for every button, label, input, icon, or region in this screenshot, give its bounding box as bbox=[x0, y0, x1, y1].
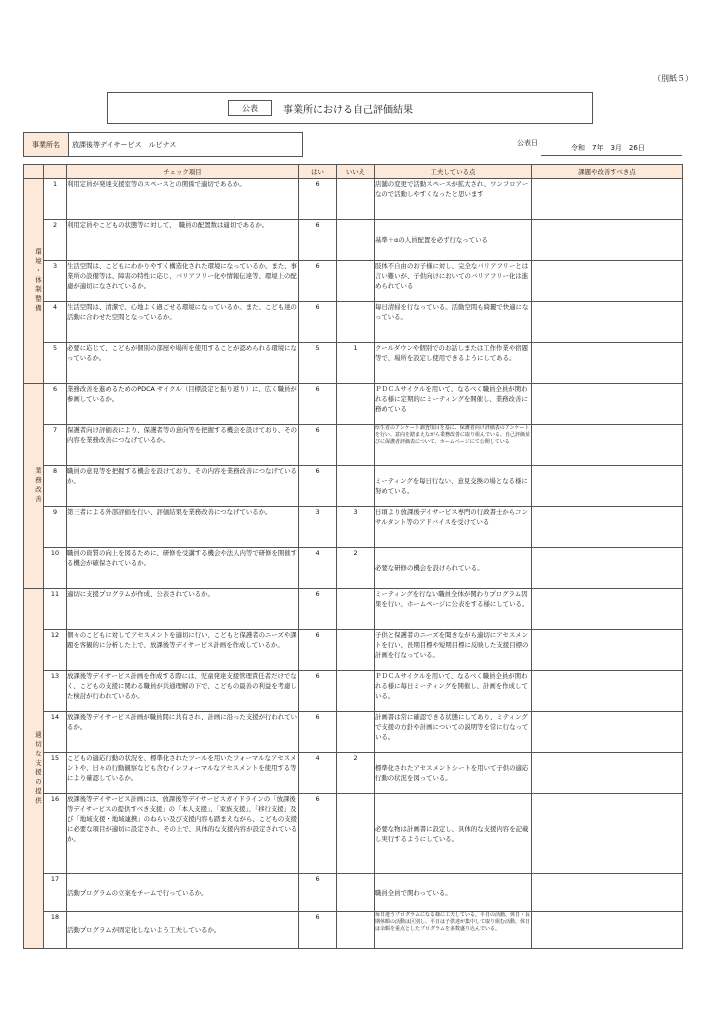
no-count bbox=[337, 712, 375, 753]
section-label: 業務改善 bbox=[24, 384, 44, 589]
effort-text: ＰＤＣＡサイクルを用いて、なるべく職員全員が関われる様に定期的にミーティングを開催し、業務改善に務めている bbox=[375, 384, 532, 425]
table-row bbox=[24, 507, 683, 548]
yes-count: 6 bbox=[299, 179, 337, 220]
table-row bbox=[24, 912, 683, 949]
check-item: 放課後等デイサービス計画が職員間に共有され、計画に沿った支援が行われているか。 bbox=[67, 712, 299, 753]
effort-text: 肢体不自由のお子様に対し、完全なバリアフリーとは言い難いが、子供向けにおいてのバリアフリー化は進められている bbox=[375, 261, 532, 302]
row-number: 11 bbox=[44, 589, 67, 630]
page-title: 事業所における自己評価結果 bbox=[283, 105, 413, 116]
yes-count: 6 bbox=[299, 302, 337, 343]
yes-count: 6 bbox=[299, 425, 337, 466]
table-row bbox=[24, 589, 683, 630]
issue-text bbox=[532, 753, 683, 794]
effort-text: 必要な物は計画書に設定し、具体的な支援内容を記載し実行するようにしている。 bbox=[375, 794, 532, 874]
check-item: 放課後等デイサービス計画には、放課後等デイサービスガイドラインの「放課後等デイサービスの提供すべき支援」の「本人支援」、「家族支援」、「移行支援」及び「地域支援・地域連携」のねらい及び支援内容も踏まえながら、こどもの支援に必要な項目が適切に設定され、その上で、具体的な支援内容が設定されているか。 bbox=[67, 794, 299, 874]
issue-text bbox=[532, 712, 683, 753]
table-row bbox=[24, 874, 683, 912]
evaluation-table bbox=[23, 164, 683, 949]
table-row bbox=[24, 220, 683, 261]
row-number: 8 bbox=[44, 466, 67, 507]
table-row bbox=[24, 794, 683, 874]
table-row bbox=[24, 343, 683, 384]
row-number: 14 bbox=[44, 712, 67, 753]
no-count: 1 bbox=[337, 343, 375, 384]
row-number: 2 bbox=[44, 220, 67, 261]
no-count bbox=[337, 912, 375, 949]
no-count: 3 bbox=[337, 507, 375, 548]
check-item: 職員の意見等を把握する機会を設けており、その内容を業務改善につなげているか。 bbox=[67, 466, 299, 507]
table-row bbox=[24, 712, 683, 753]
issue-text bbox=[532, 671, 683, 712]
no-count bbox=[337, 671, 375, 712]
issue-text bbox=[532, 874, 683, 912]
yes-count: 4 bbox=[299, 753, 337, 794]
effort-text: ミーティングを行ない職員全体が関わりプログラム因果を行い、ホームページに公表をする様にしている。 bbox=[375, 589, 532, 630]
table-row bbox=[24, 261, 683, 302]
row-number: 17 bbox=[44, 874, 67, 912]
effort-text: 厚生省のアンケート調査項目を基に、保護者向け評価表のアンケートを行い、意向を踏まえながら業務改善に取り組んでいる。自己評価並びに保護者評価表について、ホームページにて公開している bbox=[375, 425, 532, 466]
table-row bbox=[24, 384, 683, 425]
check-item: 活動プログラムの立案をチームで行っているか。 bbox=[67, 874, 299, 912]
issue-text bbox=[532, 912, 683, 949]
yes-count: 6 bbox=[299, 671, 337, 712]
yes-count: 6 bbox=[299, 261, 337, 302]
section-label: 環境・体制整備 bbox=[24, 179, 44, 384]
effort-text: 計画書は常に確認できる状態にしてあり、ミティングで支援の方針や計画についての説明等を常に行なっている。 bbox=[375, 712, 532, 753]
no-count bbox=[337, 384, 375, 425]
table-row bbox=[24, 425, 683, 466]
row-number: 1 bbox=[44, 179, 67, 220]
header-blank-section bbox=[24, 165, 44, 179]
effort-text: クールダウンや個別でのお話しまたは工作作業や宿題等で、場所を設定し使用できるようにしてある。 bbox=[375, 343, 532, 384]
no-count bbox=[337, 466, 375, 507]
effort-text: 基準＋αの人員配置を必ず行なっている bbox=[375, 220, 532, 261]
effort-text: 子供と保護者のニーズを聞きながら適切にアセスメントを行い、長期目標や短期目標に反映した支援目標の計画を行なっている。 bbox=[375, 630, 532, 671]
yes-count: 6 bbox=[299, 589, 337, 630]
row-number: 6 bbox=[44, 384, 67, 425]
effort-text: 日頃より放課後デイサービス専門の行政書士からコンサルタント等のアドバイスを受けている bbox=[375, 507, 532, 548]
no-count bbox=[337, 425, 375, 466]
table-header-row bbox=[24, 165, 683, 179]
effort-text: 毎日違うプログラムになる様に工夫している。平日の活動、休日・長期休暇の活動は区別し、平日は子供達が集中して取り組む活動、休日は余暇を重点としたプログラムを多数盛り込んでいる。 bbox=[375, 912, 532, 949]
check-item: こどもの適応行動の状況を、標準化されたツールを用いたフォーマルなアセスメントや、日々の行動観察なども含むインフォーマルなアセスメントを使用する等により確認しているか。 bbox=[67, 753, 299, 794]
check-item: 第三者による外部評価を行い、評価結果を業務改善につなげているか。 bbox=[67, 507, 299, 548]
yes-count: 6 bbox=[299, 384, 337, 425]
check-item: 利用定員やこどもの状態等に対して、 職員の配置数は適切であるか。 bbox=[67, 220, 299, 261]
check-item: 放課後等デイサービス計画を作成する際には、児童発達支援管理責任者だけでなく、こどもの支援に関わる職員が共通理解の下で、こどもの最善の利益を考慮した検討が行われているか。 bbox=[67, 671, 299, 712]
effort-text: 必要な研修の機会を設けられている。 bbox=[375, 548, 532, 589]
check-item: 生活空間は、こどもにわかりやすく構造化された環境になっているか。また、事業所の設備等は、障害の特性に応じ、バリアフリー化や情報伝達等、環境上の配慮が適切になされているか。 bbox=[67, 261, 299, 302]
no-count bbox=[337, 302, 375, 343]
public-label: 公表 bbox=[228, 100, 272, 116]
facility-box bbox=[23, 132, 303, 157]
check-item: 個々のこどもに対してアセスメントを適切に行い、こどもと保護者のニーズや課題を客観的に分析した上で、放課後等デイサービス計画を作成しているか。 bbox=[67, 630, 299, 671]
publication-date: 令和 7年 3月 26日 bbox=[541, 143, 682, 156]
effort-text: 店舗の変更で活動スペースが拡大され、ワンフロアーなので活動しやすくなったと思います bbox=[375, 179, 532, 220]
row-number: 4 bbox=[44, 302, 67, 343]
row-number: 7 bbox=[44, 425, 67, 466]
issue-text bbox=[532, 425, 683, 466]
check-item: 利用定員が発達支援室等のスペースとの関係で適切であるか。 bbox=[67, 179, 299, 220]
title-box bbox=[107, 92, 593, 124]
table-row bbox=[24, 466, 683, 507]
yes-count: 4 bbox=[299, 548, 337, 589]
facility-name: 放課後等デイサービス ルピナス bbox=[72, 140, 177, 149]
no-count bbox=[337, 220, 375, 261]
row-number: 10 bbox=[44, 548, 67, 589]
check-item: 活動プログラムが固定化しないよう工夫しているか。 bbox=[67, 912, 299, 949]
row-number: 13 bbox=[44, 671, 67, 712]
section-label: 適切な支援の提供 bbox=[24, 589, 44, 949]
annex-label: （別紙５） bbox=[653, 74, 693, 83]
check-item: 職員の資質の向上を図るために、研修を受講する機会や法人内等で研修を開催する機会が確保されているか。 bbox=[67, 548, 299, 589]
issue-text bbox=[532, 589, 683, 630]
check-item: 適切に支援プログラムが作成、公表されているか。 bbox=[67, 589, 299, 630]
table-row bbox=[24, 630, 683, 671]
publication-date-label: 公表日 bbox=[517, 139, 538, 147]
row-number: 3 bbox=[44, 261, 67, 302]
yes-count: 6 bbox=[299, 912, 337, 949]
yes-count: 6 bbox=[299, 220, 337, 261]
effort-text: 毎日清掃を行なっている。活動空間も綺麗で快適になっている。 bbox=[375, 302, 532, 343]
check-item: 生活空間は、清潔で、心地よく過ごせる環境になっているか。また、こども達の活動に合わせた空間となっているか。 bbox=[67, 302, 299, 343]
header-blank-number bbox=[44, 165, 67, 179]
row-number: 5 bbox=[44, 343, 67, 384]
no-count bbox=[337, 261, 375, 302]
row-number: 9 bbox=[44, 507, 67, 548]
issue-text bbox=[532, 548, 683, 589]
row-number: 16 bbox=[44, 794, 67, 874]
table-row bbox=[24, 548, 683, 589]
check-item: 業務改善を進めるためのPDCA サイクル（目標設定と振り返り）に、広く職員が参画しているか。 bbox=[67, 384, 299, 425]
table-row bbox=[24, 671, 683, 712]
header-check-item: チェック項目 bbox=[67, 165, 299, 179]
issue-text bbox=[532, 220, 683, 261]
effort-text: ミーティングを毎日行ない、意見交換の場となる様に努めている。 bbox=[375, 466, 532, 507]
issue-text bbox=[532, 466, 683, 507]
check-item: 必要に応じて、こどもが個別の部屋や場所を使用することが認められる環境になっているか。 bbox=[67, 343, 299, 384]
no-count bbox=[337, 589, 375, 630]
yes-count: 6 bbox=[299, 794, 337, 874]
row-number: 18 bbox=[44, 912, 67, 949]
header-no: いいえ bbox=[337, 165, 375, 179]
no-count: 2 bbox=[337, 753, 375, 794]
issue-text bbox=[532, 302, 683, 343]
check-item: 保護者向け評価表により、保護者等の意向等を把握する機会を設けており、その内容を業務改善につなげているか。 bbox=[67, 425, 299, 466]
no-count: 2 bbox=[337, 548, 375, 589]
no-count bbox=[337, 179, 375, 220]
header-effort: 工夫している点 bbox=[375, 165, 532, 179]
header-issues: 課題や改善すべき点 bbox=[532, 165, 683, 179]
no-count bbox=[337, 794, 375, 874]
row-number: 15 bbox=[44, 753, 67, 794]
issue-text bbox=[532, 179, 683, 220]
issue-text bbox=[532, 261, 683, 302]
table-row bbox=[24, 753, 683, 794]
yes-count: 3 bbox=[299, 507, 337, 548]
yes-count: 6 bbox=[299, 874, 337, 912]
effort-text: 職員全員で関わっている。 bbox=[375, 874, 532, 912]
effort-text: ＰＤＣＡサイクルを用いて、なるべく職員全員が関われる様に毎日ミーティングを開催し、計画を作成している。 bbox=[375, 671, 532, 712]
issue-text bbox=[532, 384, 683, 425]
table-row bbox=[24, 302, 683, 343]
row-number: 12 bbox=[44, 630, 67, 671]
issue-text bbox=[532, 507, 683, 548]
issue-text bbox=[532, 343, 683, 384]
facility-label: 事業所名 bbox=[24, 133, 69, 156]
table-row bbox=[24, 179, 683, 220]
no-count bbox=[337, 630, 375, 671]
yes-count: 6 bbox=[299, 712, 337, 753]
yes-count: 6 bbox=[299, 630, 337, 671]
effort-text: 標準化されたアセスメントシートを用いて子供の適応行動の状況を図っている。 bbox=[375, 753, 532, 794]
issue-text bbox=[532, 794, 683, 874]
issue-text bbox=[532, 630, 683, 671]
yes-count: 6 bbox=[299, 466, 337, 507]
yes-count: 5 bbox=[299, 343, 337, 384]
header-yes: はい bbox=[299, 165, 337, 179]
no-count bbox=[337, 874, 375, 912]
